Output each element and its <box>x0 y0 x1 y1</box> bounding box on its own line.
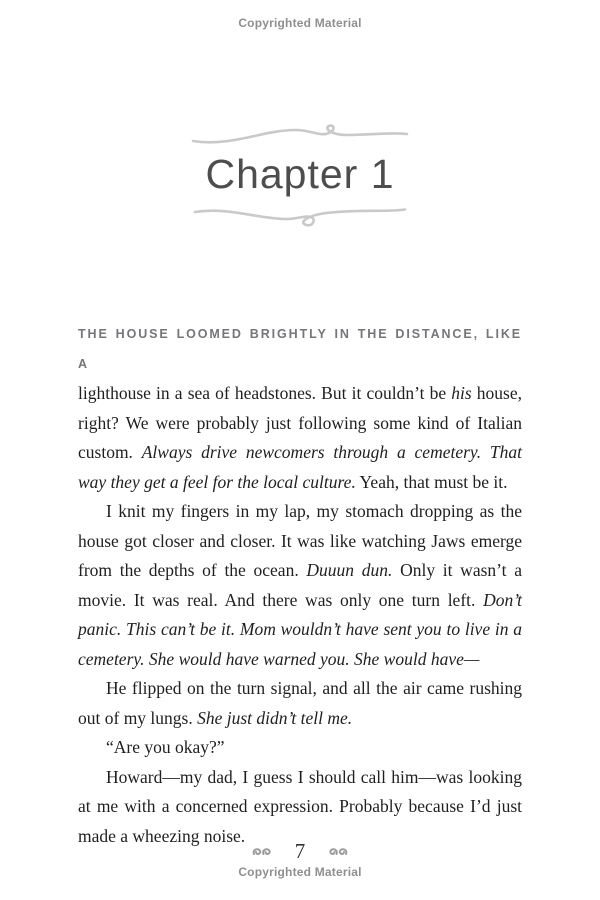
lead-in-caps: THE HOUSE LOOMED BRIGHTLY IN THE DISTANCE, LIKE A <box>78 327 522 371</box>
chapter-heading-block <box>0 120 600 233</box>
copyright-notice-bottom: Copyrighted Material <box>238 865 362 879</box>
paragraph: “Are you okay?” <box>106 737 225 757</box>
flourish-bottom-icon <box>191 201 409 233</box>
footer <box>0 841 600 862</box>
paragraph: Howard—my dad, I guess I should call him—was looking at me with a concerned expression. Probably because I’d just made a wheezing noise. <box>78 766 522 846</box>
footer-ornament-right-icon <box>325 845 349 858</box>
paragraph: I knit my fingers in my lap, my stomach dropping as the house got closer and closer. It was like watching Jaws emerge from the depths of the ocean. Duuun dun. Only it wasn’t a movie. It was real. And there was only one turn left. Don’t panic. This can’t be it. Mom wouldn’t have sent you to live in a cemetery. She would have warned you. She would have— <box>78 501 522 669</box>
page-number: 7 <box>294 839 306 863</box>
footer-ornament-left-icon <box>251 845 275 858</box>
paragraph: He flipped on the turn signal, and all the air came rushing out of my lungs. She just didn’t tell me. <box>78 678 522 728</box>
paragraph: THE HOUSE LOOMED BRIGHTLY IN THE DISTANCE, LIKE A lighthouse in a sea of headstones. But it couldn’t be his house, right? We were probably just following some kind of Italian custom. Always drive newcomers through a cemetery. That way they get a feel for the local culture. Yeah, that must be it. <box>78 320 522 497</box>
copyright-notice-top: Copyrighted Material <box>238 16 362 30</box>
flourish-top-icon <box>189 120 411 150</box>
body-text <box>78 320 522 851</box>
chapter-title: Chapter 1 <box>205 151 395 197</box>
